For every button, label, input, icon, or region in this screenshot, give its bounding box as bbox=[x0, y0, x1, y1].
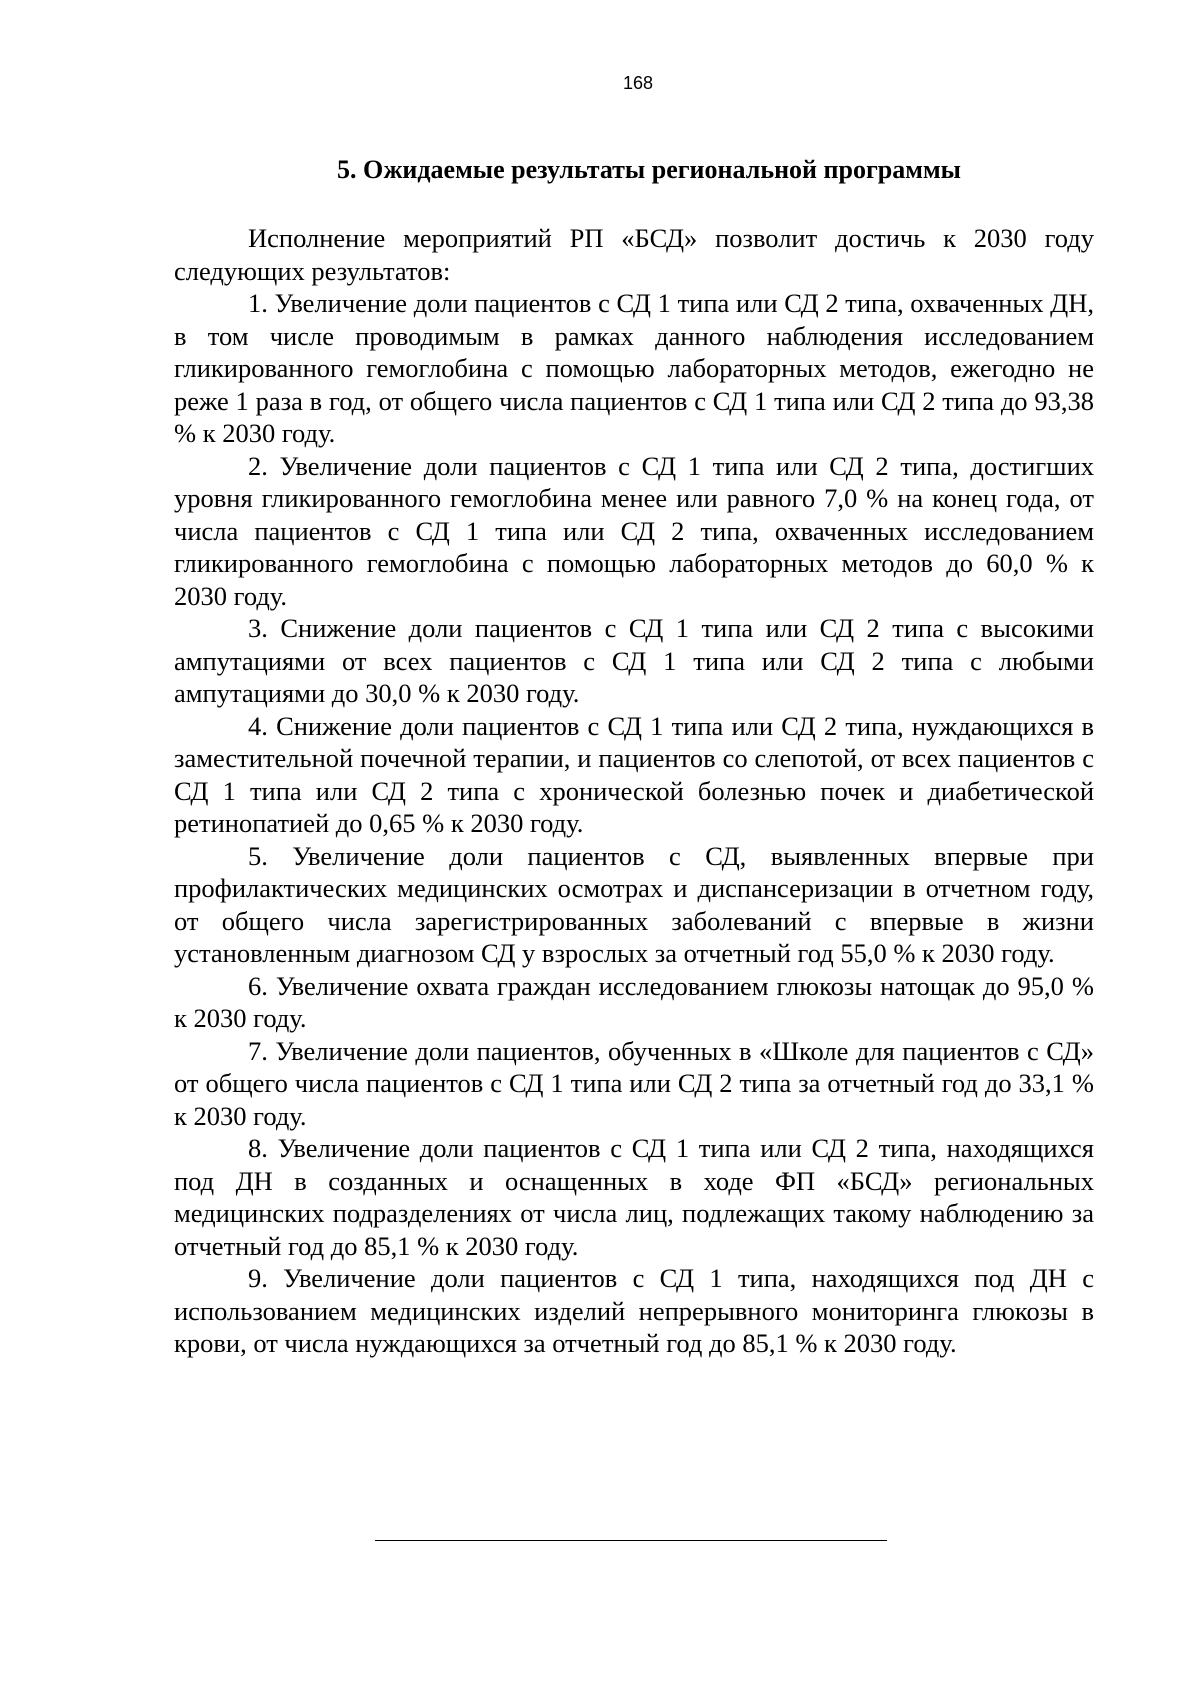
intro-paragraph: Исполнение мероприятий РП «БСД» позволит достичь к 2030 году следующих результатов: bbox=[174, 223, 1094, 286]
document-body bbox=[174, 152, 1094, 1360]
closing-divider-line bbox=[375, 1540, 887, 1541]
page-number: 168 bbox=[622, 73, 654, 93]
result-item-5: 5. Увеличение доли пациентов с СД, выявленных впервые при профилактических медицинских осмотрах и диспансеризации в отчетном году, от общего числа зарегистрированных заболеваний с впервые в жизни установленным диагнозом СД у взрослых за отчетный год 55,0 % к 2030 году. bbox=[174, 840, 1094, 968]
section-title: 5. Ожидаемые результаты региональной программы bbox=[337, 155, 961, 184]
result-item-7: 7. Увеличение доли пациентов, обученных в «Школе для пациентов с СД» от общего числа пациентов с СД 1 типа или СД 2 типа за отчетный год до 33,1 % к 2030 году. bbox=[174, 1035, 1094, 1131]
result-item-1: 1. Увеличение доли пациентов с СД 1 типа или СД 2 типа, охваченных ДН, в том числе проводимым в рамках данного наблюдения исследованием гликированного гемоглобина с помощью лабораторных методов, ежегодно не реже 1 раза в год, от общего числа пациентов с СД 1 типа или СД 2 типа до 93,38 % к 2030 году. bbox=[174, 288, 1094, 448]
result-item-2: 2. Увеличение доли пациентов с СД 1 типа или СД 2 типа, достигших уровня гликированного гемоглобина менее или равного 7,0 % на конец года, от числа пациентов с СД 1 типа или СД 2 типа, охваченных исследованием гликированного гемоглобина с помощью лабораторных методов до 60,0 % к 2030 году. bbox=[174, 450, 1094, 611]
result-item-8: 8. Увеличение доли пациентов с СД 1 типа или СД 2 типа, находящихся под ДН в созданных и оснащенных в ходе ФП «БСД» региональных медицинских подразделениях от числа лиц, подлежащих такому наблюдению за отчетный год до 85,1 % к 2030 году. bbox=[174, 1133, 1094, 1261]
result-item-6: 6. Увеличение охвата граждан исследованием глюкозы натощак до 95,0 % к 2030 году. bbox=[174, 970, 1094, 1033]
result-item-3: 3. Снижение доли пациентов с СД 1 типа или СД 2 типа с высокими ампутациями от всех пациентов с СД 1 типа или СД 2 типа с любыми ампутациями до 30,0 % к 2030 году. bbox=[174, 613, 1094, 708]
result-item-4: 4. Снижение доли пациентов с СД 1 типа или СД 2 типа, нуждающихся в заместительной почечной терапии, и пациентов со слепотой, от всех пациентов с СД 1 типа или СД 2 типа с хронической болезнью почек и диабетической ретинопатией до 0,65 % к 2030 году. bbox=[174, 710, 1094, 838]
result-item-9: 9. Увеличение доли пациентов с СД 1 типа, находящихся под ДН с использованием медицинских изделий непрерывного мониторинга глюкозы в крови, от числа нуждающихся за отчетный год до 85,1 % к 2030 году. bbox=[174, 1263, 1094, 1358]
